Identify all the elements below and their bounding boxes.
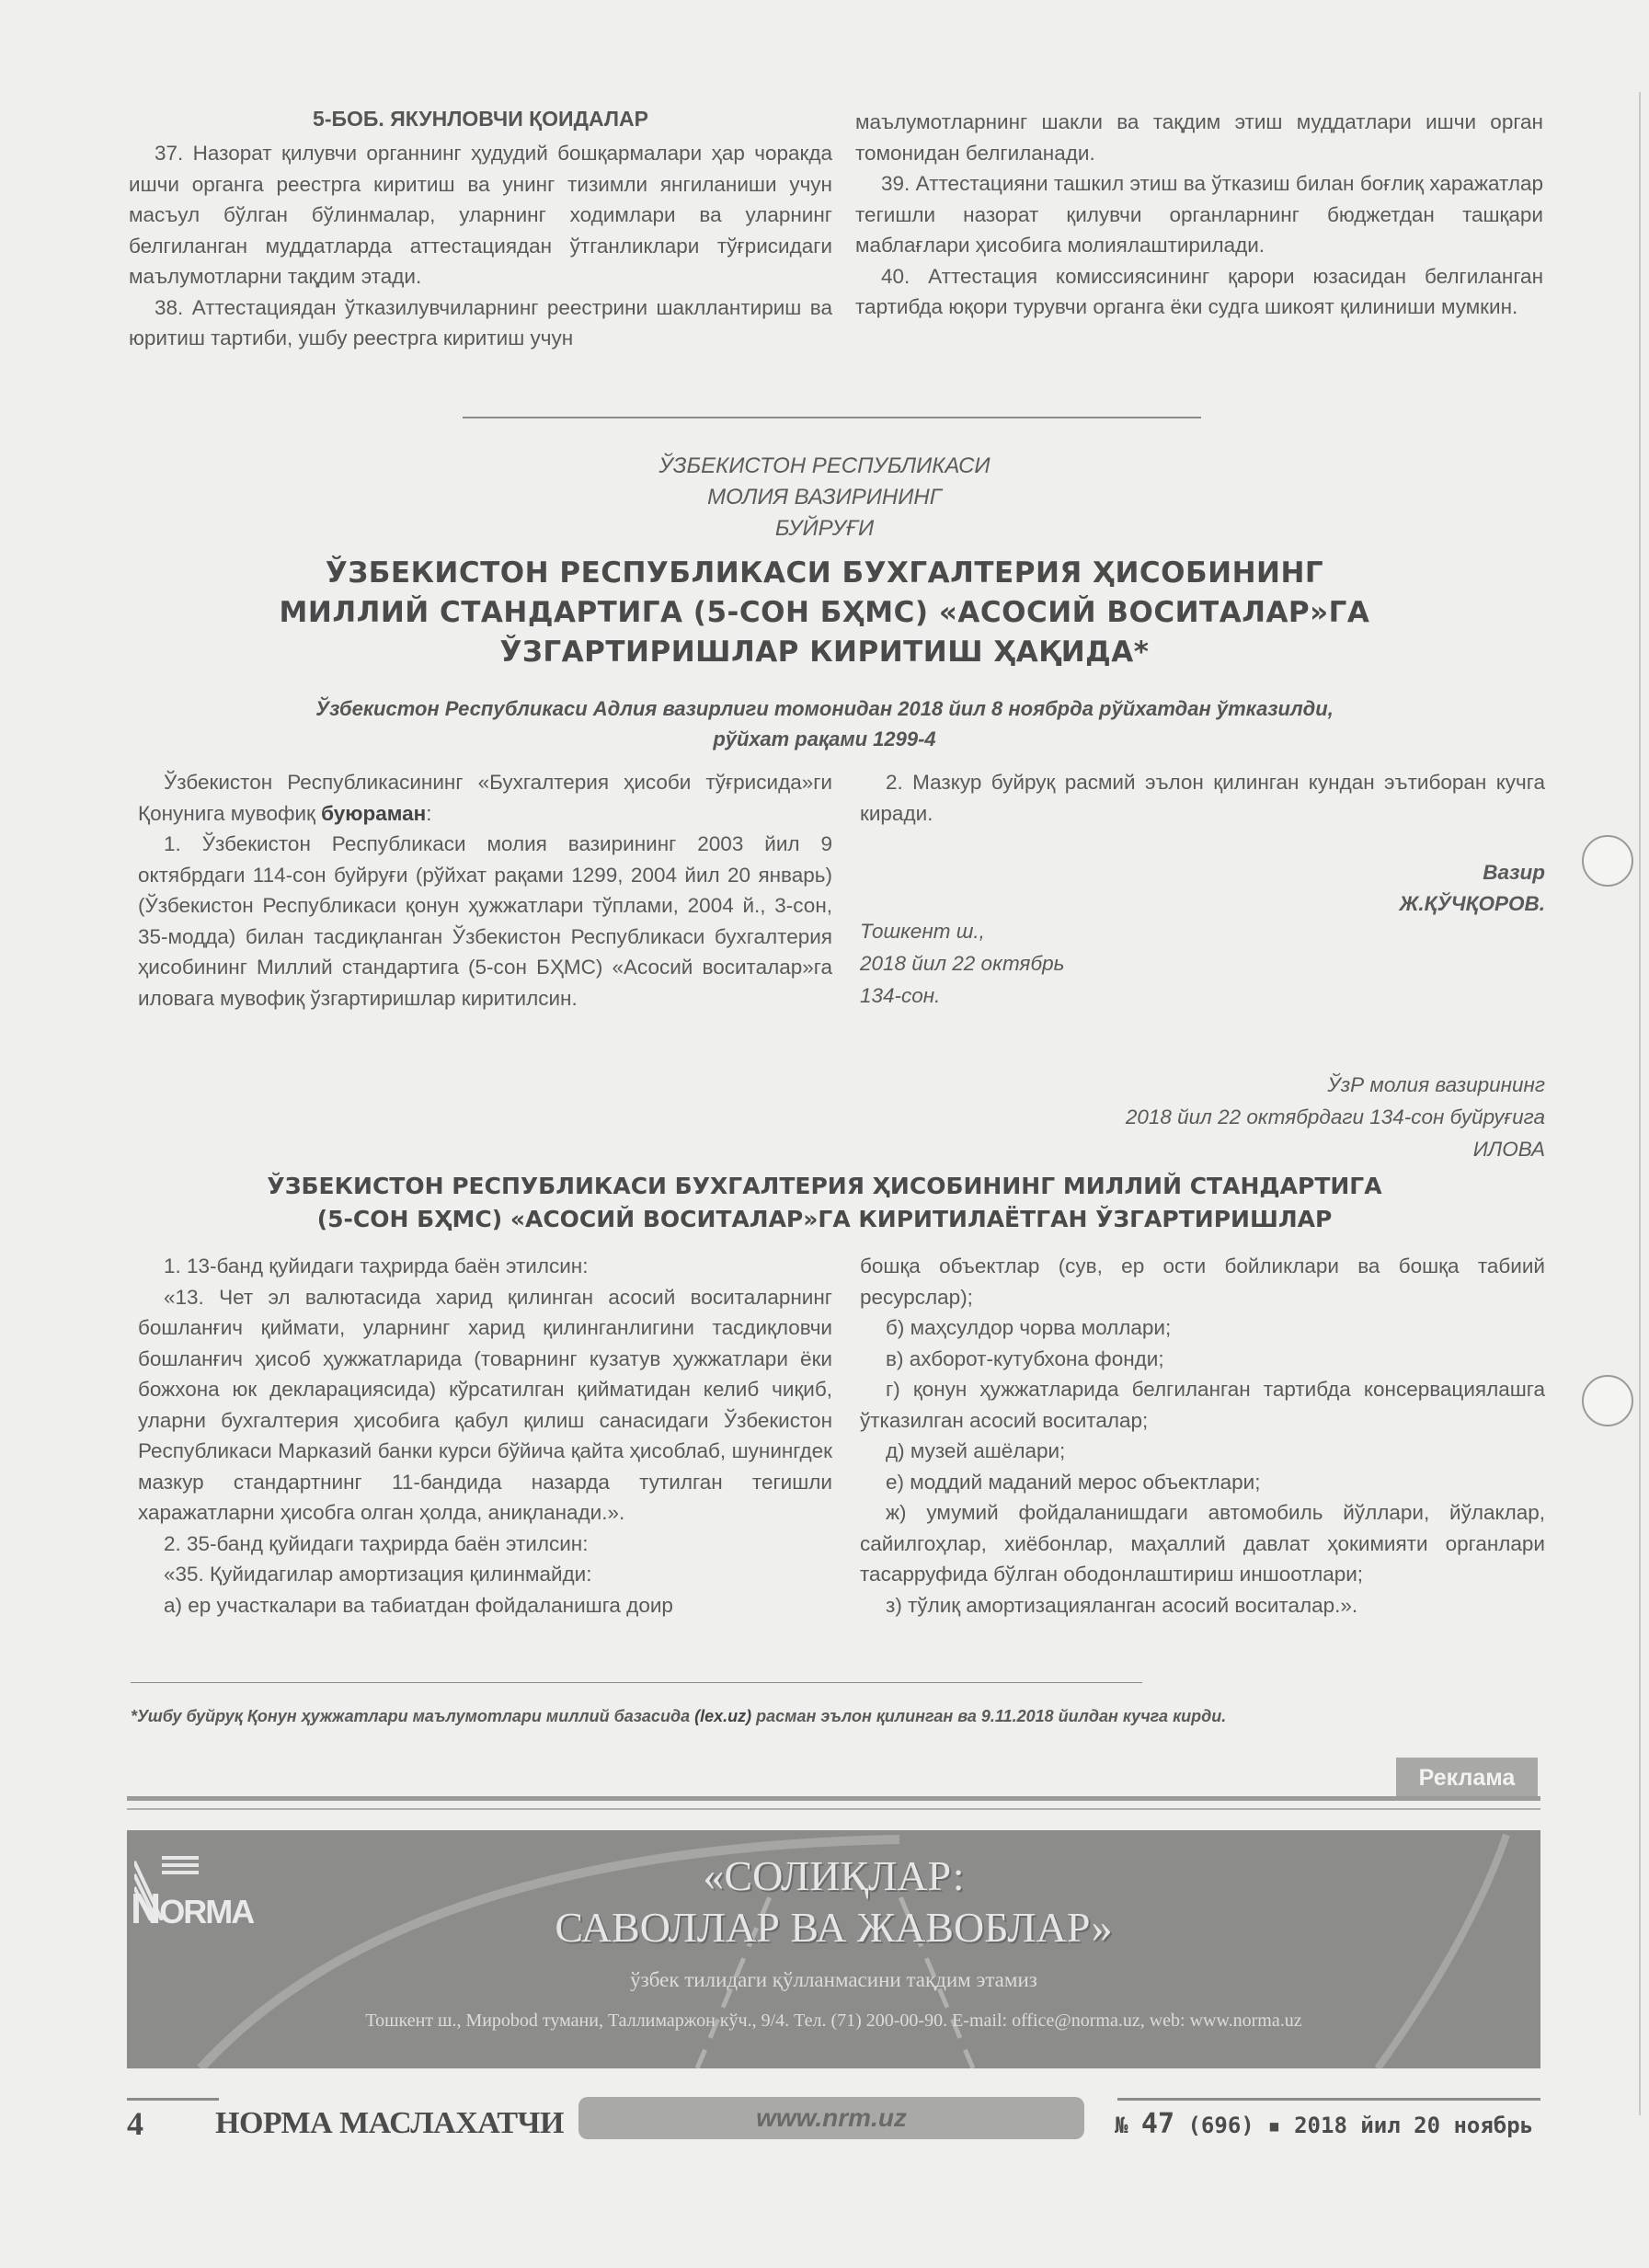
- issue-date: 2018 йил 20 ноябрь: [1294, 2113, 1534, 2138]
- footnote-link: (lex.uz): [694, 1707, 752, 1725]
- title-line: (5-СОН БҲМС) «АСОСИЙ ВОСИТАЛАР»ГА КИРИТИЛАЁТГАН ЎЗГАРТИРИШЛАР: [316, 1206, 1333, 1232]
- norma-ad-banner[interactable]: [127, 1830, 1540, 2068]
- chapter-left-column: [129, 138, 832, 354]
- title-line: МИЛЛИЙ СТАНДАРТИГА (5-СОН БҲМС) «АСОСИЙ ВОСИТАЛАР»ГА: [279, 596, 1370, 629]
- advertising-label: Реклама: [1396, 1758, 1538, 1798]
- paragraph: «35. Қуйидагилар амортизация қилинмайди:: [164, 1563, 592, 1586]
- ad-tagline: ўзбек тилидаги қўлланмасини тақдим этамиз: [630, 1968, 1037, 1991]
- paragraph: 2. 35-банд қуйидаги таҳрирда баён этилсин:: [164, 1531, 589, 1555]
- preamble-bold: буюраман: [321, 801, 427, 825]
- footer-rule-right: [1117, 2098, 1540, 2101]
- paragraph: е) моддий маданий мерос объектлари;: [886, 1470, 1261, 1494]
- issue-number: 47: [1140, 2108, 1175, 2140]
- preamble: [138, 767, 832, 829]
- page-edge-line: [1639, 92, 1641, 2115]
- issue-total: (696): [1187, 2113, 1254, 2138]
- annex-title: [0, 1170, 1649, 1236]
- issue-info: [1115, 2108, 1533, 2140]
- chapter-heading: 5-БОБ. ЯКУНЛОВЧИ ҚОИДАЛАР: [313, 107, 648, 131]
- paragraph: 2. Мазкур буйруқ расмий эълон қилинган кундан эътиборан кучга киради.: [860, 771, 1545, 825]
- section-divider: [463, 417, 1201, 418]
- ad-top-rule-thin: [127, 1808, 1540, 1810]
- paragraph: в) ахборот-кутубхона фонди;: [886, 1346, 1164, 1370]
- place-date-block: [860, 915, 1545, 1012]
- order-number: 134-сон.: [860, 984, 941, 1007]
- footer-rule-left: [127, 2098, 219, 2101]
- annex-reference: [828, 1069, 1545, 1165]
- signature-block: [860, 857, 1545, 920]
- paragraph: 1. 13-банд қуйидаги таҳрирда баён этилсин:: [164, 1254, 589, 1277]
- logo-text: ORMA: [159, 1893, 254, 1930]
- title-line: ЎЗГАРТИРИШЛАР КИРИТИШ ҲАҚИДА*: [499, 636, 1150, 669]
- preamble-end: :: [426, 801, 432, 825]
- paragraph: 38. Аттестациядан ўтказилувчиларнинг реестрини шакллантириш ва юритиш тартиби, ушбу реестрга киритиш учун: [129, 295, 832, 349]
- paragraph: ж) умумий фойдаланишдаги автомобиль йўллари, йўлаклар, сайилгоҳлар, хиёбонлар, маҳаллий давлат ҳокимияти органлари тасарруфида бўлган ободонлаштириш иншоотлари;: [860, 1501, 1545, 1586]
- paragraph: д) музей ашёлари;: [886, 1439, 1066, 1462]
- signer-name: Ж.ҚЎЧҚОРОВ.: [1399, 892, 1545, 915]
- order-left-column: [138, 767, 832, 1014]
- order-issuer: [0, 451, 1649, 544]
- ref-line: ИЛОВА: [1472, 1138, 1545, 1161]
- paragraph: 37. Назорат қилувчи органнинг ҳудудий бошқармалари ҳар чоракда ишчи органга реестрга киритиш ва унинг тизимли янгиланиши учун масъул бўлган бўлинмалар, уларнинг ходимлари ва уларнинг белгиланган муддатларда аттестациядан ўтганликлари тўғрисидаги маълумотларни тақдим этади.: [129, 142, 832, 288]
- ref-line: 2018 йил 22 октябрдаги 134-сон буйруғига: [1125, 1105, 1545, 1128]
- paragraph: з) тўлиқ амортизацияланган асосий воситалар.».: [886, 1593, 1358, 1617]
- ad-top-rule: [127, 1796, 1540, 1801]
- page-number: 4: [127, 2105, 143, 2142]
- website-pill[interactable]: [578, 2097, 1084, 2139]
- paragraph: 40. Аттестация комиссиясининг қарори юзасидан белгиланган тартибда юқори турувчи органга ёки судга шикоят қилиниши мумкин.: [855, 264, 1543, 318]
- date: 2018 йил 22 октябрь: [860, 952, 1065, 975]
- issuer-line: МОЛИЯ ВАЗИРИНИНГ: [707, 485, 942, 510]
- ad-contacts: Тошкент ш., Мирobod тумани, Таллимаржон кўч., 9/4. Тел. (71) 200-00-90. E-mail: office@norma.uz, web: www.norma.uz: [365, 2010, 1302, 2031]
- paragraph: «13. Чет эл валютасида харид қилинган асосий воситаларнинг бошланғич қиймати, уларнинг харид қилинганлигини тасдиқловчи бошланғич ҳисоб ҳужжатларида (товарнинг кузатув ҳужжатлари ёки божхона юк декларациясида) кўрсатилган қийматидан келиб чиқиб, уларни бухгалтерия ҳисобига қабул қилиш санасидаги Ўзбекистон Республикаси Марказий банки курси бўйича қайта ҳисоблаб, шунингдек мазкур стандартнинг 11-бандида назарда тутилган тегишли харажатларни ҳисобга олган ҳолда, аниқланади.».: [138, 1285, 832, 1524]
- issuer-line: ЎЗБЕКИСТОН РЕСПУБЛИКАСИ: [658, 453, 991, 478]
- registration-note: [0, 693, 1649, 754]
- place: Тошкент ш.,: [860, 920, 985, 943]
- ref-line: ЎзР молия вазирининг: [1327, 1073, 1545, 1096]
- issuer-line: БУЙРУҒИ: [774, 516, 875, 541]
- paragraph: маълумотларнинг шакли ва тақдим этиш муддатлари ишчи орган томонидан белгиланади.: [855, 110, 1543, 165]
- footnote: [131, 1707, 1547, 1726]
- ad-title-line2: САВОЛЛАР ВА ЖАВОБЛАР»: [555, 1904, 1113, 1951]
- signer-title: Вазир: [1483, 861, 1545, 884]
- paragraph: б) маҳсулдор чорва моллари;: [886, 1316, 1172, 1339]
- logo-letter: N: [131, 1884, 160, 1932]
- preamble-text: Ўзбекистон Республикасининг «Бухгалтерия ҳисоби тўғрисида»ги Қонунига мувофиқ: [138, 771, 832, 825]
- registration-line: Ўзбекистон Республикаси Адлия вазирлиги томонидан 2018 йил 8 ноябрда рўйхатдан ўтказилди,: [315, 697, 1334, 720]
- footnote-text: *Ушбу буйруқ Қонун ҳужжатлари маълумотлари миллий базасида: [131, 1707, 695, 1725]
- separator: ▪: [1267, 2113, 1281, 2138]
- binder-hole: [1582, 835, 1633, 887]
- publication-name: НОРМА МАСЛАХАТЧИ: [215, 2106, 564, 2140]
- footnote-divider: [131, 1682, 1142, 1683]
- paragraph: бошқа объектлар (сув, ер ости бойликлари ва бошқа табиий ресурслар);: [860, 1254, 1545, 1309]
- title-line: ЎЗБЕКИСТОН РЕСПУБЛИКАСИ БУХГАЛТЕРИЯ ҲИСОБИНИНГ МИЛЛИЙ СТАНДАРТИГА: [267, 1173, 1382, 1199]
- order-right-column: [860, 767, 1545, 829]
- ad-title-line1: «СОЛИҚЛАР:: [703, 1852, 965, 1899]
- chapter-right-column: [855, 107, 1543, 323]
- annex-right-column: [860, 1251, 1545, 1621]
- paragraph: а) ер участкалари ва табиатдан фойдаланишга доир: [164, 1593, 673, 1617]
- paragraph: г) қонун ҳужжатларида белгиланган тартибда консервациялашга ўтказилган асосий воситалар;: [860, 1378, 1545, 1432]
- paragraph: 1. Ўзбекистон Республикаси молия вазирининг 2003 йил 9 октябрдаги 114-сон буйруғи (рўйхат рақами 1299, 2004 йил 20 январь) (Ўзбекистон Республикаси қонун ҳужжатлари тўплами, 2004 й., 3-сон, 35-модда) билан тасдиқланган Ўзбекистон Республикаси бухгалтерия ҳисобининг Миллий стандартига (5-сон БҲМС) «Асосий воситалар»га иловага мувофиқ ўзгартиришлар киритилсин.: [138, 832, 832, 1010]
- paragraph: 39. Аттестацияни ташкил этиш ва ўтказиш билан боғлиқ харажатлар тегишли назорат қилувчи органларнинг бюджетдан ташқари маблағлари ҳисобига молиялаштирилади.: [855, 172, 1543, 257]
- order-title: [0, 554, 1649, 672]
- registration-line: рўйхат рақами 1299-4: [713, 727, 936, 750]
- issue-prefix: №: [1115, 2113, 1128, 2138]
- footnote-text: расман эълон қилинган ва 9.11.2018 йилдан кучга кирди.: [751, 1707, 1227, 1725]
- title-line: ЎЗБЕКИСТОН РЕСПУБЛИКАСИ БУХГАЛТЕРИЯ ҲИСОБИНИНГ: [325, 556, 1324, 590]
- website-link[interactable]: www.nrm.uz: [756, 2103, 907, 2132]
- binder-hole: [1582, 1375, 1633, 1426]
- annex-left-column: [138, 1251, 832, 1621]
